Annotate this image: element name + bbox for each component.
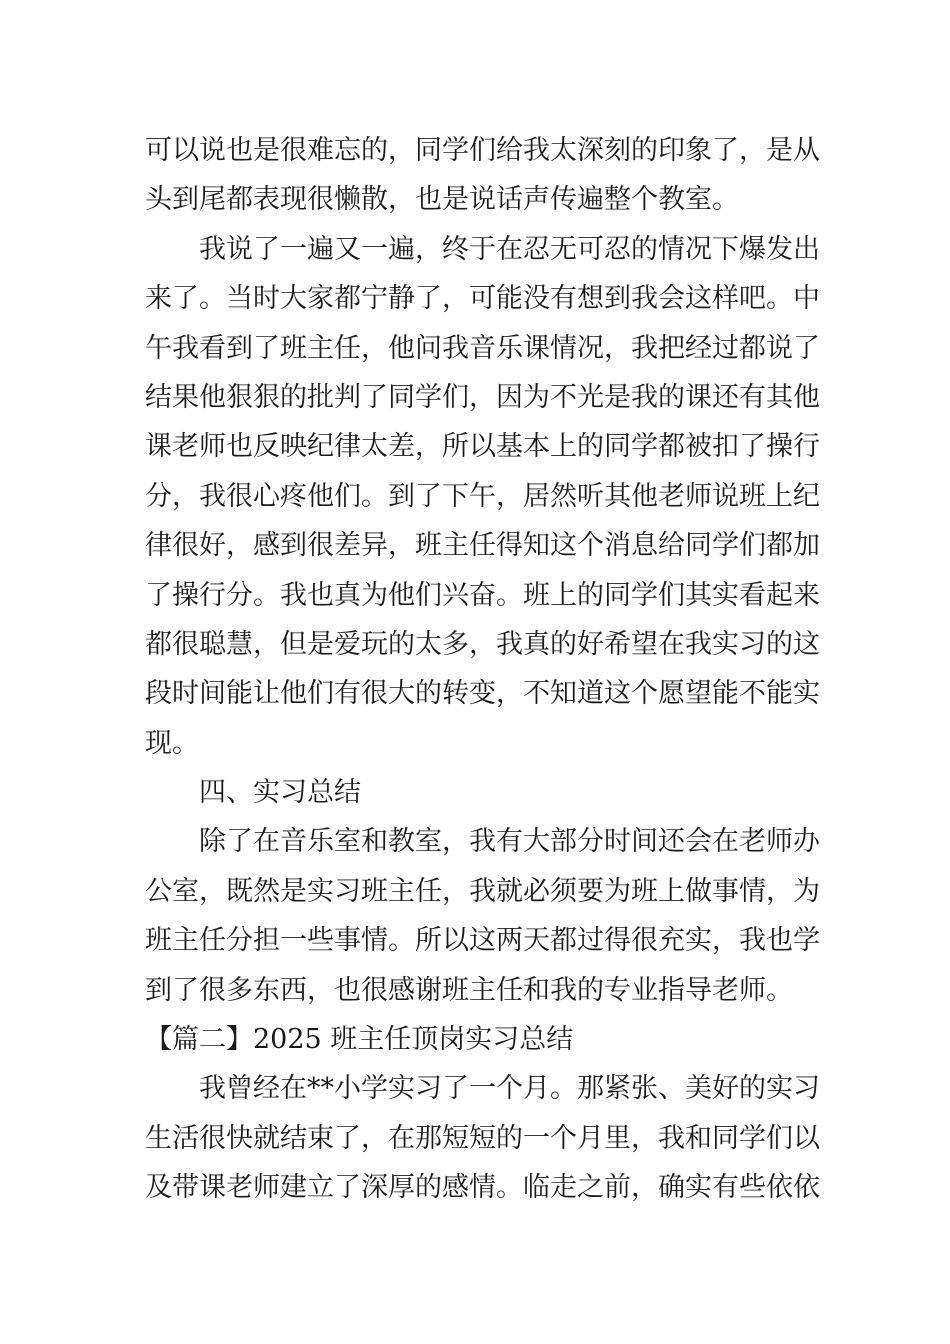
text-line: 分，我很心疼他们。到了下午，居然听其他老师说班上纪 bbox=[145, 480, 820, 512]
text-line: 头到尾都表现很懒散，也是说话声传遍整个教室。 bbox=[145, 184, 739, 216]
text-line: 我曾经在**小学实习了一个月。那紧张、美好的实习 bbox=[199, 1073, 820, 1105]
text-line: 我说了一遍又一遍，终于在忍无可忍的情况下爆发出 bbox=[199, 233, 820, 265]
text-line: 课老师也反映纪律太差，所以基本上的同学都被扣了操行 bbox=[145, 431, 820, 463]
text-line: 段时间能让他们有很大的转变，不知道这个愿望能不能实 bbox=[145, 678, 820, 710]
document-body bbox=[145, 126, 820, 1213]
text-line: 到了很多东西，也很感谢班主任和我的专业指导老师。 bbox=[145, 974, 793, 1006]
article-heading: 【篇二】2025 班主任顶岗实习总结 bbox=[145, 1024, 574, 1056]
text-line: 公室，既然是实习班主任，我就必须要为班上做事情，为 bbox=[145, 875, 820, 907]
text-line: 班主任分担一些事情。所以这两天都过得很充实，我也学 bbox=[145, 925, 820, 957]
section-heading: 四、实习总结 bbox=[199, 777, 361, 809]
text-line: 午我看到了班主任，他问我音乐课情况，我把经过都说了 bbox=[145, 332, 820, 364]
text-line: 来了。当时大家都宁静了，可能没有想到我会这样吧。中 bbox=[145, 283, 820, 315]
text-line: 及带课老师建立了深厚的感情。临走之前，确实有些依依 bbox=[145, 1172, 820, 1204]
text-line: 律很好，感到很差异，班主任得知这个消息给同学们都加 bbox=[145, 530, 820, 562]
text-line: 结果他狠狠的批判了同学们，因为不光是我的课还有其他 bbox=[145, 381, 820, 413]
text-line: 都很聪慧，但是爱玩的太多，我真的好希望在我实习的这 bbox=[145, 628, 820, 660]
text-line: 现。 bbox=[145, 727, 199, 759]
text-line: 除了在音乐室和教室，我有大部分时间还会在老师办 bbox=[199, 826, 820, 858]
text-line: 了操行分。我也真为他们兴奋。班上的同学们其实看起来 bbox=[145, 579, 820, 611]
text-line: 生活很快就结束了，在那短短的一个月里，我和同学们以 bbox=[145, 1122, 820, 1154]
text-line: 可以说也是很难忘的，同学们给我太深刻的印象了，是从 bbox=[145, 135, 820, 166]
